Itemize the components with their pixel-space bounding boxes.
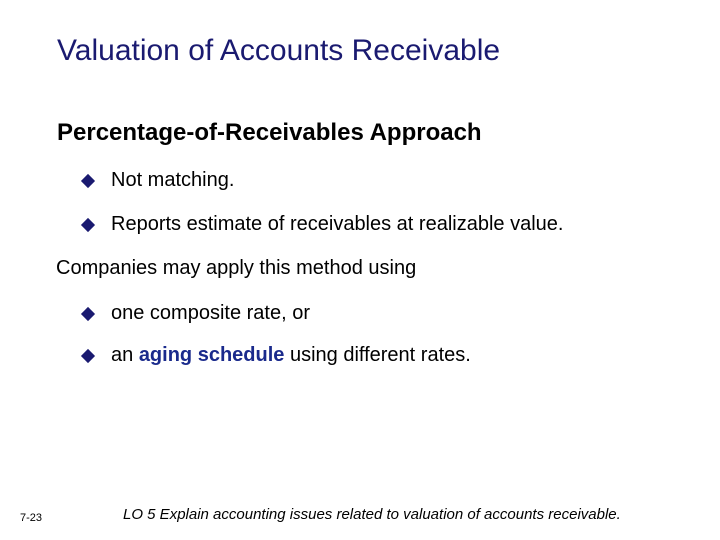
bullet-text: Reports estimate of receivables at realizable value. [111, 213, 564, 235]
bullet-item [80, 169, 234, 192]
diamond-bullet-icon [81, 217, 95, 231]
bullet-text: one composite rate, or [111, 302, 310, 324]
slide-number: 7-23 [20, 512, 43, 524]
diamond-bullet-icon [81, 306, 95, 320]
diamond-bullet-icon [81, 348, 95, 362]
aging-schedule-highlight: aging schedule [138, 344, 285, 366]
bullet-item [80, 344, 471, 367]
slide-title: Valuation of Accounts Receivable [57, 34, 501, 67]
diamond-bullet-icon [81, 173, 95, 187]
bullet-text: Not matching. [111, 169, 235, 191]
bullet-item [80, 302, 310, 325]
lead-text: Companies may apply this method using [56, 257, 417, 279]
bullet-text [111, 344, 471, 367]
bullet-item [80, 213, 563, 236]
bullet-suffix: using different rates. [284, 344, 471, 366]
section-heading: Percentage-of-Receivables Approach [57, 119, 482, 146]
bullet-prefix: an [111, 344, 139, 366]
learning-objective-footer: LO 5 Explain accounting issues related to valuation of accounts receivable. [123, 506, 621, 523]
